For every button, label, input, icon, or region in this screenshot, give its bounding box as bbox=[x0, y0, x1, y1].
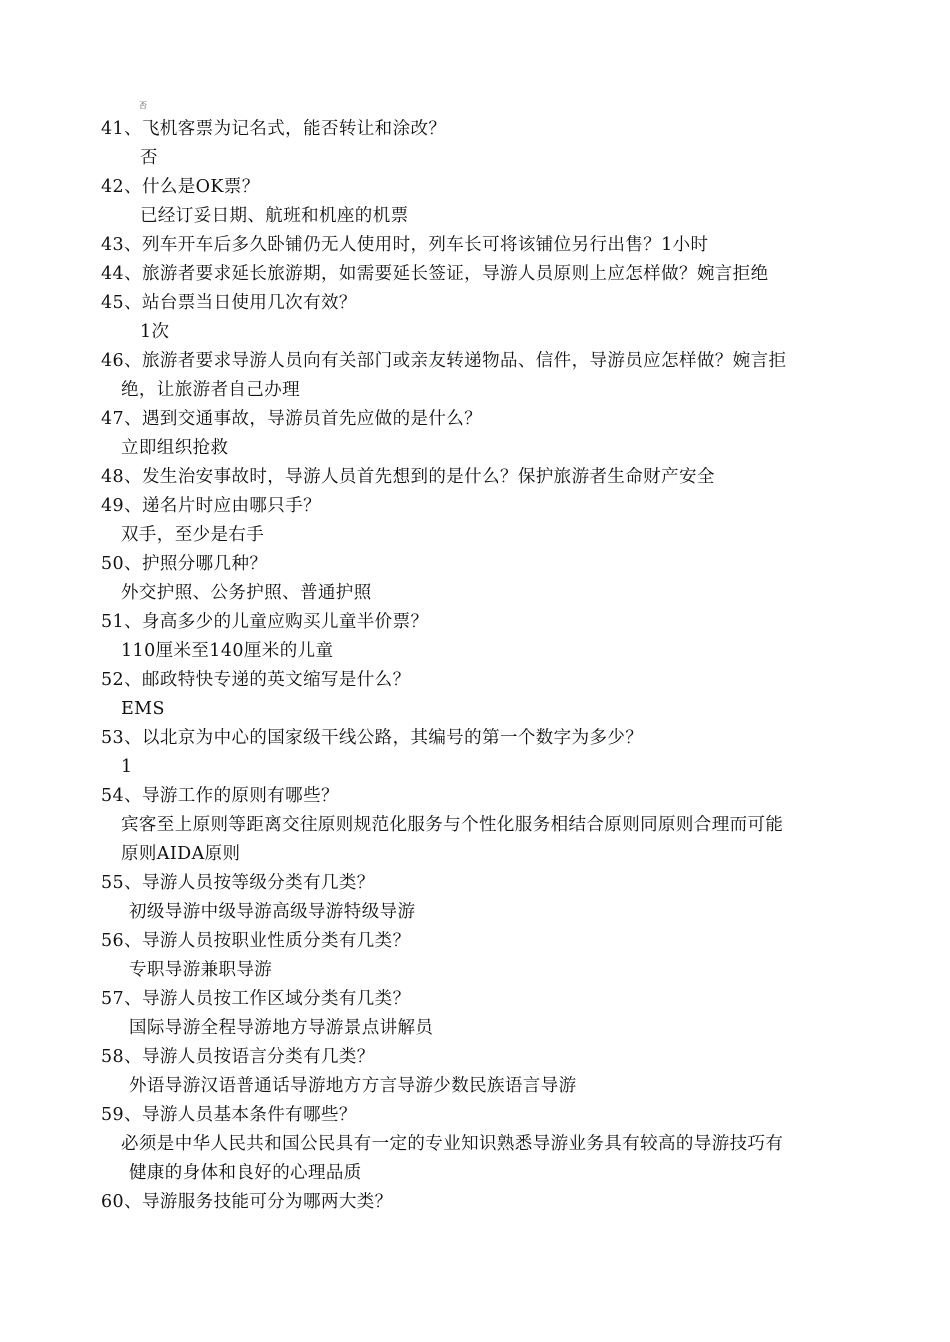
answer-line: 否 bbox=[140, 148, 158, 168]
question-line: 58、导游人员按语言分类有几类？ bbox=[101, 1047, 375, 1067]
answer-line: 已经订妥日期、航班和机座的机票 bbox=[140, 206, 409, 226]
question-line: 57、导游人员按工作区域分类有几类？ bbox=[101, 989, 411, 1009]
answer-line: 健康的身体和良好的心理品质 bbox=[129, 1163, 362, 1183]
question-line: 48、发生治安事故时，导游人员首先想到的是什么？保护旅游者生命财产安全 bbox=[101, 467, 715, 487]
question-line: 54、导游工作的原则有哪些？ bbox=[101, 786, 339, 806]
question-line: 50、护照分哪几种？ bbox=[101, 554, 268, 574]
header-mark: 否 bbox=[139, 101, 147, 110]
answer-line: 立即组织抢救 bbox=[121, 438, 229, 458]
answer-line: 国际导游全程导游地方导游景点讲解员 bbox=[129, 1018, 434, 1038]
question-line: 53、以北京为中心的国家级干线公路，其编号的第一个数字为多少？ bbox=[101, 728, 644, 748]
question-line: 46、旅游者要求导游人员向有关部门或亲友转递物品、信件，导游员应怎样做？婉言拒 bbox=[101, 351, 787, 371]
answer-line: 必须是中华人民共和国公民具有一定的专业知识熟悉导游业务具有较高的导游技巧有 bbox=[121, 1134, 784, 1154]
question-line: 42、什么是OK票？ bbox=[101, 177, 260, 197]
question-line: 60、导游服务技能可分为哪两大类？ bbox=[101, 1192, 393, 1212]
answer-line: 1次 bbox=[140, 322, 170, 342]
answer-line: 110厘米至140厘米的儿童 bbox=[121, 641, 334, 661]
answer-line: 初级导游中级导游高级导游特级导游 bbox=[129, 902, 416, 922]
question-line: 49、递名片时应由哪只手？ bbox=[101, 496, 321, 516]
answer-line: EMS bbox=[121, 699, 165, 719]
question-line: 52、邮政特快专递的英文缩写是什么？ bbox=[101, 670, 411, 690]
answer-line: 专职导游兼职导游 bbox=[129, 960, 273, 980]
answer-line: 双手，至少是右手 bbox=[121, 525, 265, 545]
question-line: 51、身高多少的儿童应购买儿童半价票？ bbox=[101, 612, 429, 632]
answer-line: 原则AIDA原则 bbox=[121, 844, 241, 864]
answer-line: 1 bbox=[121, 757, 133, 777]
question-line: 41、飞机客票为记名式，能否转让和涂改？ bbox=[101, 119, 447, 139]
question-line: 44、旅游者要求延长旅游期，如需要延长签证，导游人员原则上应怎样做？婉言拒绝 bbox=[101, 264, 769, 284]
answer-line: 外语导游汉语普通话导游地方方言导游少数民族语言导游 bbox=[129, 1076, 577, 1096]
question-line: 55、导游人员按等级分类有几类？ bbox=[101, 873, 375, 893]
answer-line: 宾客至上原则等距离交往原则规范化服务与个性化服务相结合原则同原则合理而可能 bbox=[121, 815, 784, 835]
question-line: 43、列车开车后多久卧铺仍无人使用时，列车长可将该铺位另行出售？1小时 bbox=[101, 235, 709, 255]
answer-line: 绝，让旅游者自己办理 bbox=[121, 380, 300, 400]
question-line: 56、导游人员按职业性质分类有几类？ bbox=[101, 931, 411, 951]
question-line: 59、导游人员基本条件有哪些？ bbox=[101, 1105, 357, 1125]
answer-line: 外交护照、公务护照、普通护照 bbox=[121, 583, 372, 603]
question-line: 45、站台票当日使用几次有效？ bbox=[101, 293, 357, 313]
question-line: 47、遇到交通事故，导游员首先应做的是什么？ bbox=[101, 409, 483, 429]
